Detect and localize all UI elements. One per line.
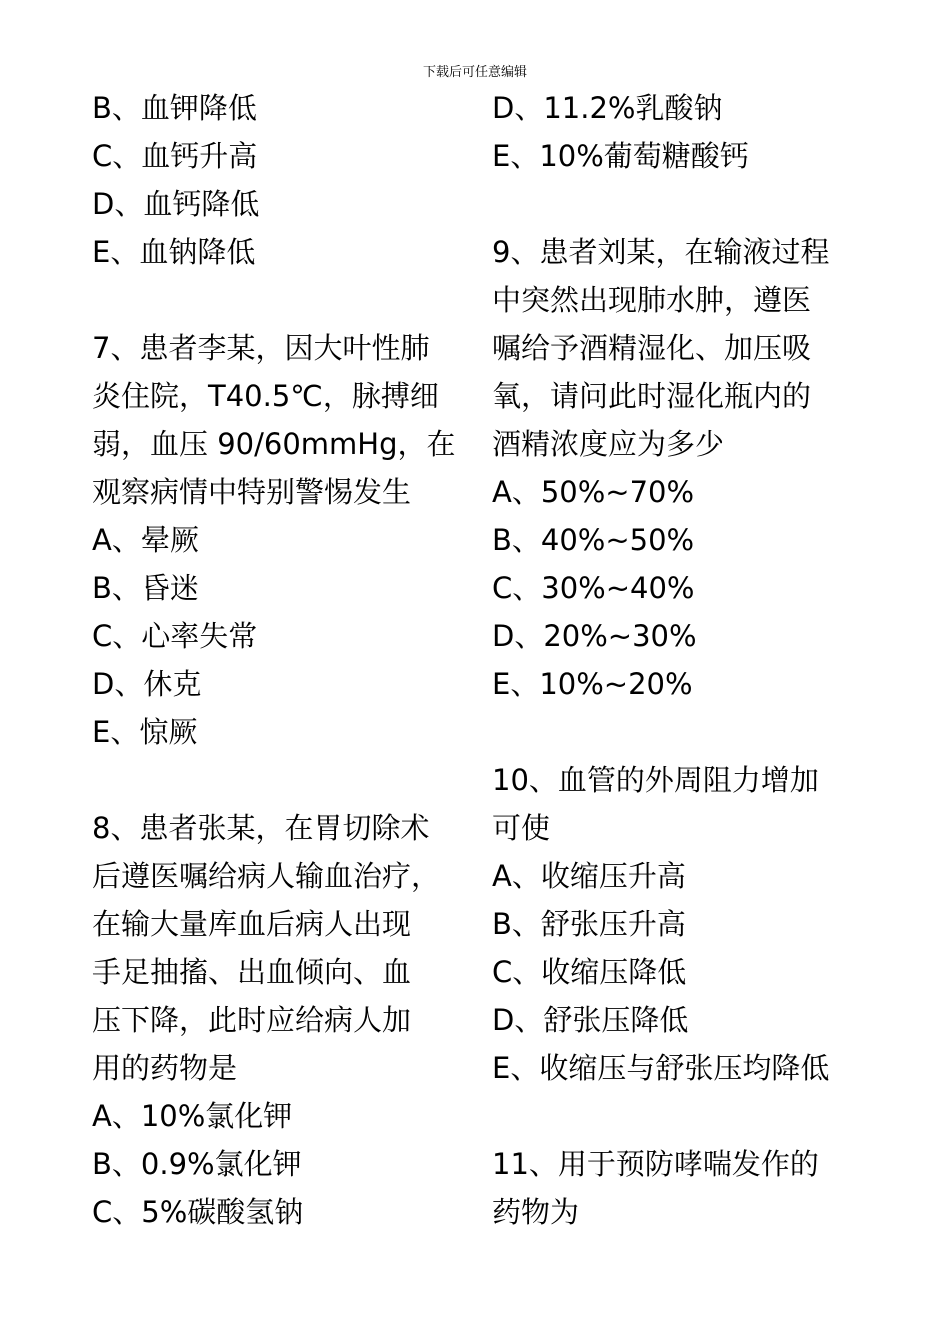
q9-stem-line: 酒精浓度应为多少 bbox=[492, 427, 725, 461]
left-column bbox=[92, 84, 472, 1236]
q9-option-c: C、30%~40% bbox=[492, 571, 695, 605]
q9-stem-line: 9、患者刘某，在输液过程 bbox=[492, 235, 830, 269]
q8-stem-line: 后遵医嘱给病人输血治疗， bbox=[92, 859, 441, 893]
q10-stem-line: 10、血管的外周阻力增加 bbox=[492, 763, 819, 797]
q8-stem-line: 压下降，此时应给病人加 bbox=[92, 1003, 412, 1037]
spacer bbox=[492, 1092, 864, 1140]
q7-stem-line: 弱，血压 90/60mmHg，在 bbox=[92, 427, 456, 461]
q8-option-d: D、11.2%乳酸钠 bbox=[492, 91, 723, 125]
q9-stem-line: 嘱给予酒精湿化、加压吸 bbox=[492, 331, 812, 365]
q9-option-a: A、50%~70% bbox=[492, 475, 695, 509]
q10-option-a: A、收缩压升高 bbox=[492, 859, 686, 893]
q8-option-a: A、10%氯化钾 bbox=[92, 1099, 293, 1133]
q10-option-e: E、收缩压与舒张压均降低 bbox=[492, 1051, 830, 1085]
q9-stem-line: 中突然出现肺水肿，遵医 bbox=[492, 283, 812, 317]
q7-option-a: A、晕厥 bbox=[92, 523, 199, 557]
q7-option-e: E、惊厥 bbox=[92, 715, 198, 749]
q8-option-b: B、0.9%氯化钾 bbox=[92, 1147, 302, 1181]
q8-stem-line: 手足抽搐、出血倾向、血 bbox=[92, 955, 412, 989]
q6-option-b: B、血钾降低 bbox=[92, 91, 257, 125]
spacer bbox=[492, 708, 864, 756]
spacer bbox=[492, 180, 864, 228]
q8-stem-line: 用的药物是 bbox=[92, 1051, 238, 1085]
q10-option-d: D、舒张压降低 bbox=[492, 1003, 689, 1037]
q7-stem-line: 观察病情中特别警惕发生 bbox=[92, 475, 412, 509]
q11-stem-line: 药物为 bbox=[492, 1195, 580, 1229]
q6-option-c: C、血钙升高 bbox=[92, 139, 258, 173]
q10-option-c: C、收缩压降低 bbox=[492, 955, 687, 989]
right-column bbox=[492, 84, 864, 1236]
q9-option-e: E、10%~20% bbox=[492, 667, 693, 701]
q7-option-c: C、心率失常 bbox=[92, 619, 258, 653]
spacer bbox=[92, 756, 472, 804]
q7-option-d: D、休克 bbox=[92, 667, 202, 701]
q9-option-b: B、40%~50% bbox=[492, 523, 695, 557]
q7-stem-line: 炎住院，T40.5℃，脉搏细 bbox=[92, 379, 439, 413]
q8-stem-line: 8、患者张某，在胃切除术 bbox=[92, 811, 430, 845]
q10-option-b: B、舒张压升高 bbox=[492, 907, 686, 941]
q9-stem-line: 氧，请问此时湿化瓶内的 bbox=[492, 379, 812, 413]
q8-option-e: E、10%葡萄糖酸钙 bbox=[492, 139, 749, 173]
page-header: 下载后可任意编辑 bbox=[422, 65, 527, 80]
q7-stem-line: 7、患者李某，因大叶性肺 bbox=[92, 331, 430, 365]
q6-option-d: D、血钙降低 bbox=[92, 187, 260, 221]
spacer bbox=[92, 276, 472, 324]
q8-stem-line: 在输大量库血后病人出现 bbox=[92, 907, 412, 941]
q10-stem-line: 可使 bbox=[492, 811, 551, 845]
q6-option-e: E、血钠降低 bbox=[92, 235, 256, 269]
q11-stem-line: 11、用于预防哮喘发作的 bbox=[492, 1147, 819, 1181]
q8-option-c: C、5%碳酸氢钠 bbox=[92, 1195, 304, 1229]
q9-option-d: D、20%~30% bbox=[492, 619, 697, 653]
q7-option-b: B、昏迷 bbox=[92, 571, 199, 605]
